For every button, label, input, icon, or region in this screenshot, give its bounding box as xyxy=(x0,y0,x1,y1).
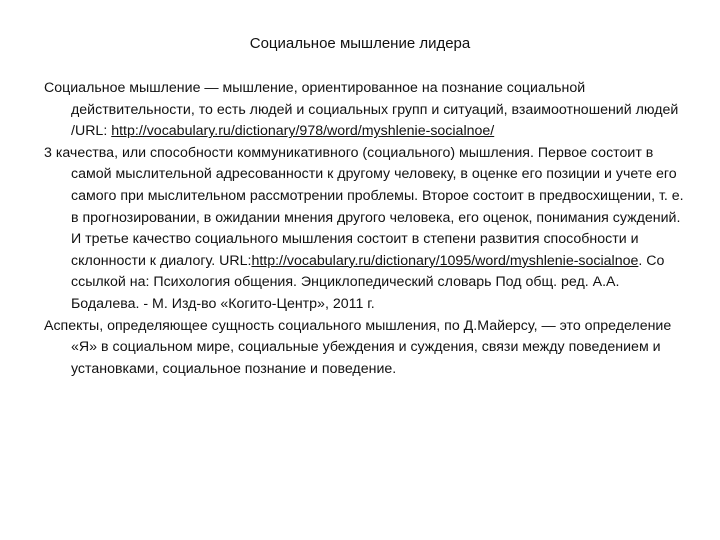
source-link-978[interactable]: http://vocabulary.ru/dictionary/978/word/myshlenie-socialnoe/ xyxy=(111,123,495,140)
term-label: Социальное мышление xyxy=(44,80,201,96)
source-link-1095[interactable]: http://vocabulary.ru/dictionary/1095/word/myshlenie-socialnoe xyxy=(251,252,639,269)
qualities-text: 3 качества, или способности коммуникативного (социального) мышления. Первое состоит в самой мыслительной адресованности к другому человеку, в оценке его позиции и учете его самого при мыслительном рассмотрении проблемы. Второе состоит в предвосхищении, т. е. в прогнозировании, в ожидании мнения другого человека, его оценок, понимания суждений. И третье качество социального мышления состоит в степени развития способности и склонности к диалогу. URL: xyxy=(44,144,684,269)
paragraph-aspects xyxy=(44,316,684,381)
definition-text: — мышление, ориентированное на познание социальной действительности, то есть людей и социальных групп и ситуаций, взаимоотношений людей /URL: xyxy=(71,80,679,140)
citation-text: . Со ссылкой на: Психология общения. Энциклопедический словарь Под общ. ред. А.А. Бодалева. - М. Изд-во «Когито-Центр», 2011 г. xyxy=(71,252,665,312)
paragraph-definition xyxy=(44,78,684,143)
paragraph-three-qualities xyxy=(44,143,684,316)
slide-body xyxy=(44,78,684,380)
aspects-text: Аспекты, определяющее сущность социального мышления, по Д.Майерсу, — это определение «Я» в социальном мире, социальные убеждения и суждения, связи между поведением и установками, социальное познание и поведение. xyxy=(44,317,672,377)
slide-title: Социальное мышление лидера xyxy=(249,35,471,52)
